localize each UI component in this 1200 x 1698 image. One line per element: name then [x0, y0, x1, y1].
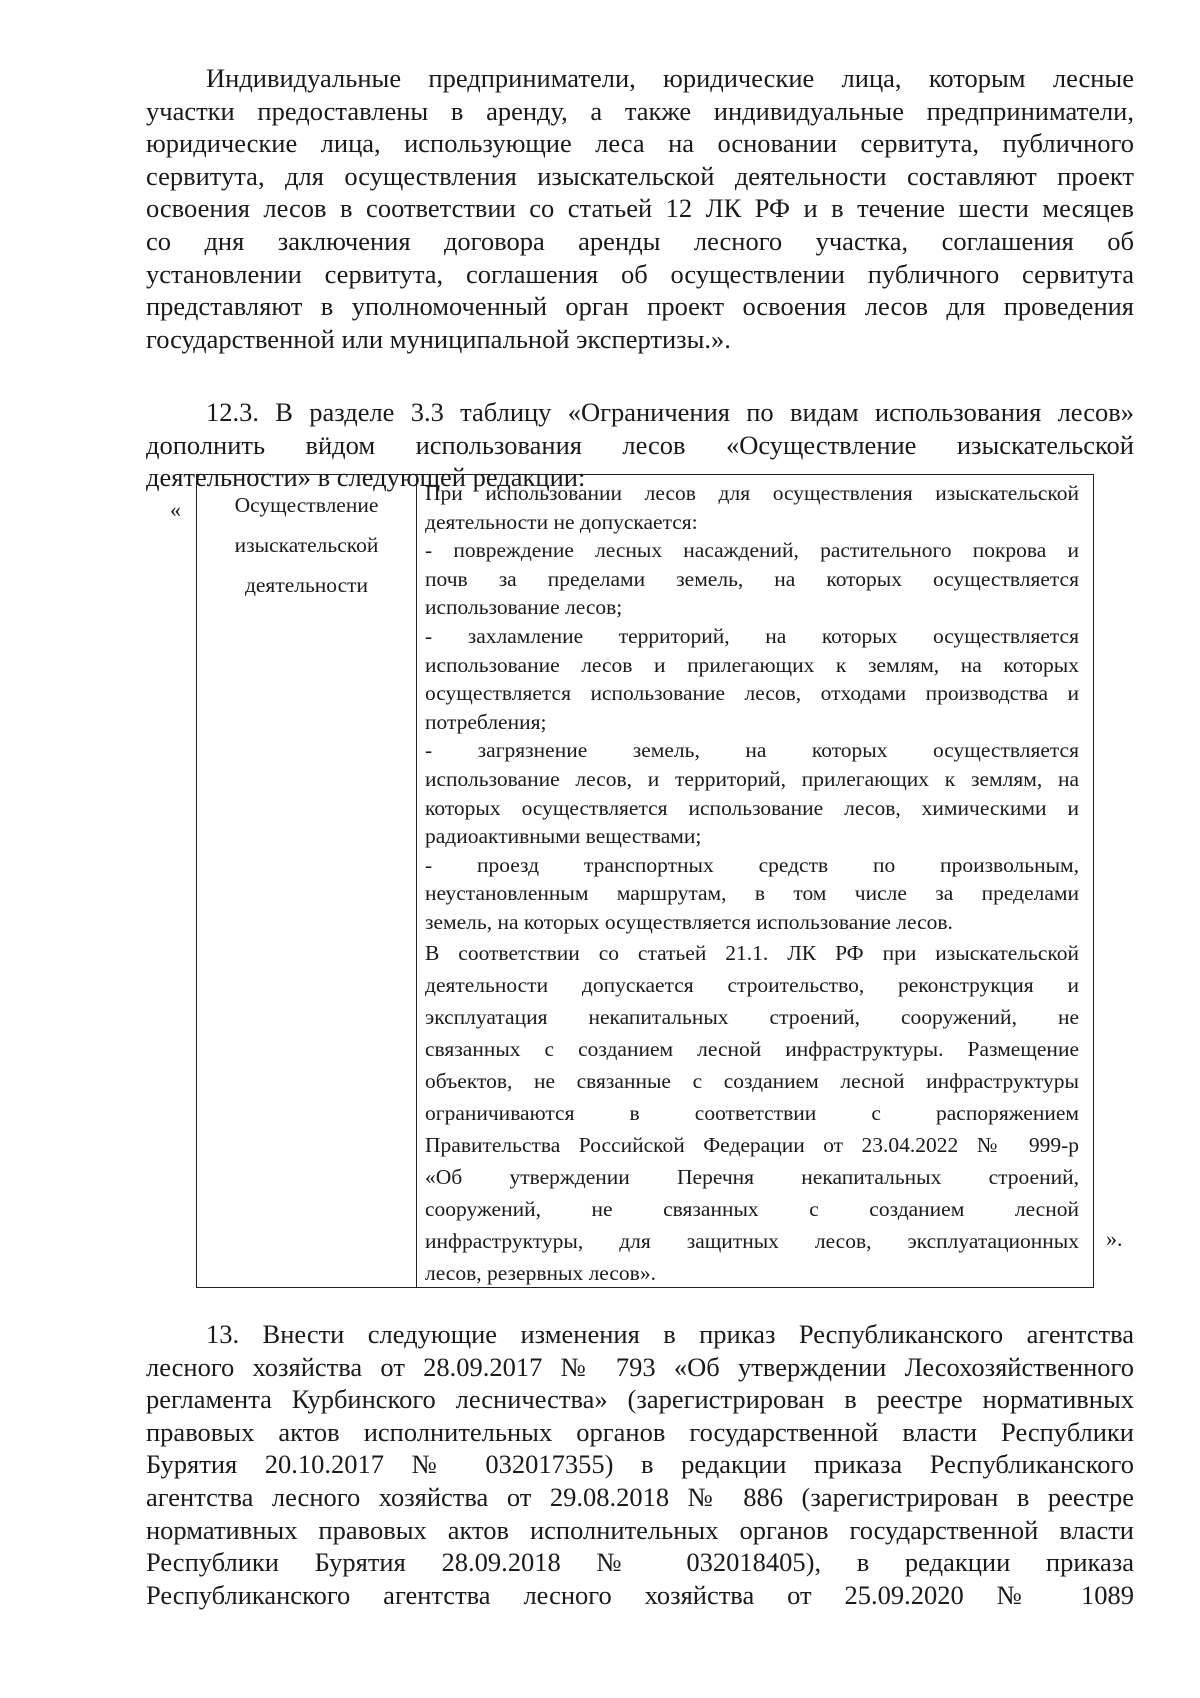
text-line: 12.3. В разделе 3.3 таблицу «Ограничения по видам использования лесов» — [206, 397, 1134, 427]
cell-text-line: - захламление территорий, на которых осуществляется — [425, 623, 1079, 648]
cell-text-line: «Об утверждении Перечня некапитальных строений, — [425, 1165, 1079, 1190]
cell-text-line: - загрязнение земель, на которых осуществляется — [425, 738, 1079, 763]
cell-text-line: объектов, не связанные с созданием лесной инфраструктуры — [425, 1068, 1079, 1093]
restrictions-list — [425, 479, 1079, 937]
cell-text-line: изыскательской — [234, 533, 379, 557]
text-line: представляют в уполномоченный орган проект освоения лесов для проведения — [146, 291, 1134, 322]
restrictions-table — [196, 474, 1094, 1288]
cell-text-line: радиоактивными веществами; — [425, 824, 702, 849]
text-line: нормативных правовых актов исполнительных органов государственной власти — [146, 1514, 1134, 1545]
text-line: 13. Внести следующие изменения в приказ Республиканского агентства — [206, 1319, 1134, 1349]
cell-text-line: осуществляется использование лесов, отходами производства и — [425, 681, 1079, 706]
cell-text-line: почв за пределами земель, на которых осуществляется — [425, 566, 1079, 591]
text-line: Индивидуальные предприниматели, юридические лица, которым лесные — [206, 63, 1134, 93]
text-line: участки предоставлены в аренду, а также индивидуальные предприниматели, — [146, 95, 1134, 126]
text-line: освоения лесов в соответствии со статьей 12 ЛК РФ и в течение шести месяцев — [146, 193, 1134, 224]
cell-text-line: земель, на которых осуществляется использование лесов. — [425, 909, 953, 934]
permitted-activities — [425, 937, 1079, 1290]
cell-text-line: потребления; — [425, 709, 547, 734]
text-line: агентства лесного хозяйства от 29.08.2018 № 886 (зарегистрирован в реестре — [146, 1481, 1134, 1512]
cell-text-line: деятельности допускается строительство, реконструкция и — [425, 972, 1079, 997]
text-line: Республиканского агентства лесного хозяйства от 25.09.2020 № 1089 — [146, 1579, 1134, 1610]
cell-text-line: деятельности — [244, 573, 369, 597]
cell-text-line: сооружений, не связанных с созданием лесной — [425, 1197, 1079, 1222]
text-line: регламента Курбинского лесничества» (зарегистрирован в реестре нормативных — [146, 1384, 1134, 1415]
text-line: юридические лица, использующие леса на основании сервитута, публичного — [146, 128, 1134, 159]
text-line: дополнить вӥдом использования лесов «Осуществление изыскательской — [146, 429, 1134, 460]
cell-text-line: использование лесов и прилегающих к землям, на которых — [425, 652, 1079, 677]
table-column-divider — [416, 475, 417, 1287]
text-line: Республики Бурятия 28.09.2018 № 032018405), в редакции приказа — [146, 1547, 1134, 1578]
cell-text-line: инфраструктуры, для защитных лесов, эксплуатационных — [425, 1229, 1079, 1254]
text-line: установлении сервитута, соглашения об осуществлении публичного сервитута — [146, 258, 1134, 289]
table-cell-restrictions — [425, 479, 1079, 1290]
paragraph-entrepreneurs — [146, 62, 1134, 355]
paragraph-item-13 — [146, 1318, 1134, 1611]
cell-text-line: При использовании лесов для осуществления изыскательской — [425, 481, 1079, 505]
cell-text-line: Правительства Российской Федерации от 23.04.2022 № 999-р — [425, 1133, 1079, 1158]
text-line: со дня заключения договора аренды лесного участка, соглашения об — [146, 225, 1134, 256]
cell-text-line: Осуществление — [234, 493, 379, 517]
text-line: сервитута, для осуществления изыскательской деятельности составляют проект — [146, 160, 1134, 191]
cell-text-line: использование лесов, и территорий, прилегающих к землям, на — [425, 766, 1079, 791]
closing-quote: ». — [1106, 1226, 1123, 1251]
cell-text-line: - проезд транспортных средств по произвольным, — [425, 852, 1079, 877]
cell-text-line: использование лесов; — [425, 595, 623, 620]
text-line: правовых актов исполнительных органов государственной власти Республики — [146, 1416, 1134, 1447]
cell-text-line: которых осуществляется использование лесов, химическими и — [425, 795, 1079, 820]
cell-text-line: деятельности не допускается: — [425, 509, 698, 534]
cell-text-line: неустановленным маршрутам, в том числе за пределами — [425, 881, 1079, 906]
text-line: государственной или муниципальной экспертизы.». — [146, 323, 731, 354]
cell-text-line: - повреждение лесных насаждений, растительного покрова и — [425, 538, 1079, 563]
text-line: лесного хозяйства от 28.09.2017 № 793 «Об утверждении Лесохозяйственного — [146, 1351, 1134, 1382]
text-line: деятельности» в следующей редакции: — [146, 462, 586, 493]
cell-text-line: эксплуатация некапитальных строений, сооружений, не — [425, 1004, 1079, 1029]
cell-text-line: связанных с созданием лесной инфраструктуры. Размещение — [425, 1036, 1079, 1061]
opening-quote: « — [170, 497, 181, 522]
cell-text-line: В соответствии со статьей 21.1. ЛК РФ при изыскательской — [425, 940, 1079, 965]
cell-text-line: ограничиваются в соответствии с распоряжением — [425, 1100, 1079, 1125]
text-line: Бурятия 20.10.2017 № 032017355) в редакции приказа Республиканского — [146, 1449, 1134, 1480]
table-cell-activity — [197, 485, 416, 605]
cell-text-line: лесов, резервных лесов». — [425, 1261, 656, 1286]
